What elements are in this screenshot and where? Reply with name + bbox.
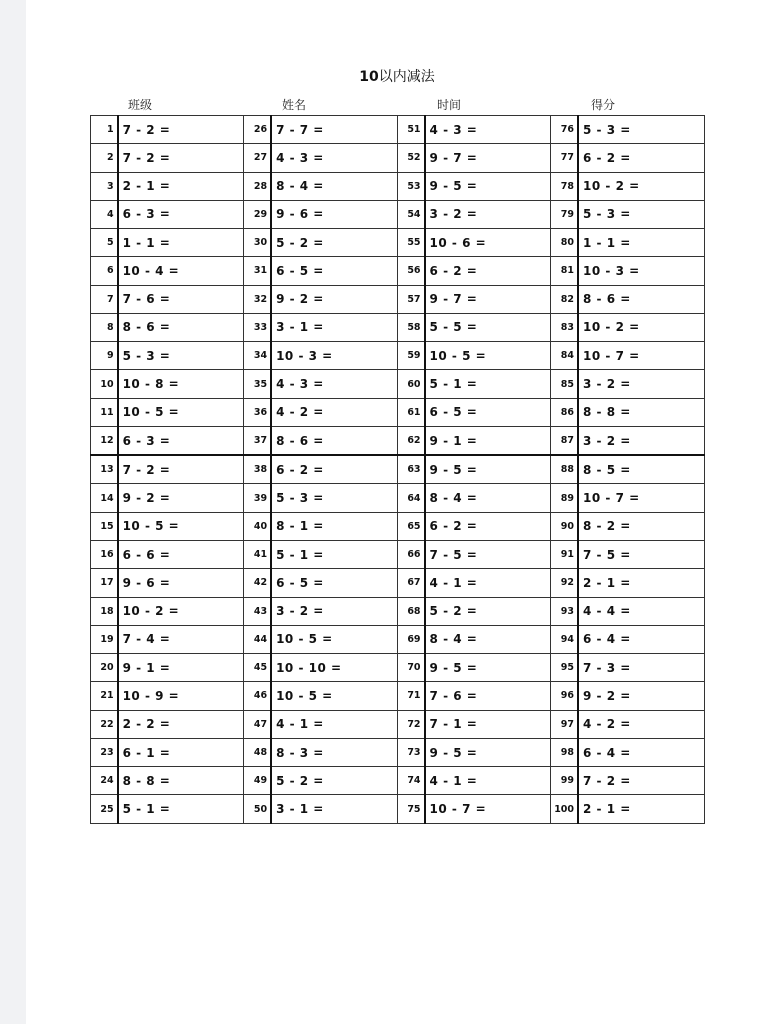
table-row [91,398,705,426]
problem-number: 96 [551,682,578,710]
problem-expression: 9 - 7 = [425,285,551,313]
problem-expression: 10 - 2 = [578,313,704,341]
problem-number: 38 [244,455,271,484]
problem-number: 15 [91,512,118,540]
problem-expression: 7 - 2 = [118,144,244,172]
problem-number: 56 [397,257,424,285]
problem-number: 21 [91,682,118,710]
problem-expression: 5 - 1 = [118,795,244,824]
problem-expression: 9 - 5 = [425,172,551,200]
problem-number: 62 [397,426,424,455]
page-title [26,66,768,86]
problem-number: 72 [397,710,424,738]
problem-expression: 10 - 7 = [578,484,704,512]
problem-expression: 10 - 5 = [118,398,244,426]
problem-number: 51 [397,116,424,144]
table-row [91,200,705,228]
problem-number: 11 [91,398,118,426]
name-label: 姓名 [282,98,307,112]
class-label: 班级 [128,98,153,112]
problem-number: 63 [397,455,424,484]
problem-number: 71 [397,682,424,710]
problem-number: 100 [551,795,578,824]
problem-expression: 8 - 2 = [578,512,704,540]
table-row [91,172,705,200]
problem-expression: 5 - 1 = [271,541,397,569]
problem-number: 66 [397,541,424,569]
problem-expression: 10 - 2 = [118,597,244,625]
problem-expression: 5 - 2 = [271,229,397,257]
problem-expression: 2 - 1 = [578,795,704,824]
problem-number: 40 [244,512,271,540]
problem-number: 9 [91,342,118,370]
table-row [91,767,705,795]
table-row [91,654,705,682]
problem-expression: 10 - 7 = [578,342,704,370]
problem-number: 55 [397,229,424,257]
problem-expression: 5 - 3 = [271,484,397,512]
table-row [91,426,705,455]
problem-number: 64 [397,484,424,512]
table-row [91,795,705,824]
problem-number: 35 [244,370,271,398]
problem-expression: 6 - 2 = [271,455,397,484]
problem-number: 53 [397,172,424,200]
time-label: 时间 [437,98,462,112]
problem-number: 31 [244,257,271,285]
problem-expression: 9 - 6 = [118,569,244,597]
table-row [91,229,705,257]
problem-expression: 10 - 7 = [425,795,551,824]
problem-expression: 9 - 2 = [271,285,397,313]
problem-expression: 4 - 4 = [578,597,704,625]
problem-number: 85 [551,370,578,398]
table-row [91,257,705,285]
problem-number: 33 [244,313,271,341]
problem-number: 73 [397,738,424,766]
problem-expression: 3 - 2 = [271,597,397,625]
problem-expression: 1 - 1 = [118,229,244,257]
table-row [91,738,705,766]
problem-expression: 9 - 6 = [271,200,397,228]
problem-expression: 10 - 10 = [271,654,397,682]
problem-expression: 8 - 1 = [271,512,397,540]
problem-number: 94 [551,625,578,653]
problem-expression: 10 - 5 = [425,342,551,370]
problem-expression: 7 - 1 = [425,710,551,738]
problem-number: 26 [244,116,271,144]
problem-expression: 10 - 9 = [118,682,244,710]
problem-expression: 6 - 3 = [118,426,244,455]
problem-number: 23 [91,738,118,766]
problem-expression: 8 - 8 = [118,767,244,795]
problem-number: 75 [397,795,424,824]
problem-number: 13 [91,455,118,484]
problem-expression: 2 - 1 = [578,569,704,597]
problem-number: 45 [244,654,271,682]
problem-expression: 9 - 2 = [118,484,244,512]
problem-expression: 3 - 1 = [271,313,397,341]
problem-number: 18 [91,597,118,625]
problem-number: 10 [91,370,118,398]
problem-expression: 10 - 4 = [118,257,244,285]
problem-expression: 7 - 2 = [118,116,244,144]
problem-expression: 8 - 5 = [578,455,704,484]
problem-number: 69 [397,625,424,653]
problem-expression: 6 - 5 = [425,398,551,426]
problem-number: 1 [91,116,118,144]
problem-expression: 4 - 1 = [271,710,397,738]
table-row [91,710,705,738]
problem-number: 52 [397,144,424,172]
problem-number: 12 [91,426,118,455]
problem-number: 19 [91,625,118,653]
problem-number: 82 [551,285,578,313]
problem-number: 39 [244,484,271,512]
table-row [91,313,705,341]
problem-number: 20 [91,654,118,682]
table-row [91,484,705,512]
problem-number: 16 [91,541,118,569]
table-row [91,116,705,144]
problem-expression: 7 - 2 = [118,455,244,484]
problem-expression: 10 - 3 = [271,342,397,370]
problem-expression: 8 - 8 = [578,398,704,426]
title-number: 10 [359,69,379,85]
problem-expression: 8 - 6 = [271,426,397,455]
problem-expression: 6 - 5 = [271,569,397,597]
problem-expression: 6 - 2 = [425,512,551,540]
problem-number: 30 [244,229,271,257]
problem-expression: 9 - 2 = [578,682,704,710]
problem-expression: 10 - 8 = [118,370,244,398]
problem-number: 92 [551,569,578,597]
problem-expression: 3 - 2 = [578,370,704,398]
problem-expression: 10 - 5 = [271,625,397,653]
problem-expression: 1 - 1 = [578,229,704,257]
problem-number: 90 [551,512,578,540]
problem-expression: 6 - 4 = [578,738,704,766]
problem-number: 42 [244,569,271,597]
problem-expression: 8 - 4 = [425,484,551,512]
problem-number: 25 [91,795,118,824]
problem-number: 2 [91,144,118,172]
problem-number: 37 [244,426,271,455]
problem-expression: 5 - 2 = [425,597,551,625]
problem-number: 79 [551,200,578,228]
problem-expression: 9 - 1 = [118,654,244,682]
problem-expression: 9 - 5 = [425,738,551,766]
problem-number: 87 [551,426,578,455]
problem-expression: 10 - 6 = [425,229,551,257]
problem-number: 32 [244,285,271,313]
problem-number: 91 [551,541,578,569]
problem-number: 97 [551,710,578,738]
problem-number: 36 [244,398,271,426]
problem-number: 83 [551,313,578,341]
problem-expression: 5 - 3 = [118,342,244,370]
problem-number: 47 [244,710,271,738]
problem-expression: 3 - 2 = [425,200,551,228]
problem-expression: 9 - 5 = [425,654,551,682]
problem-number: 57 [397,285,424,313]
table-row [91,597,705,625]
problem-number: 22 [91,710,118,738]
problem-number: 58 [397,313,424,341]
problem-number: 49 [244,767,271,795]
problem-expression: 7 - 7 = [271,116,397,144]
problem-expression: 4 - 3 = [271,144,397,172]
table-row [91,541,705,569]
problem-number: 6 [91,257,118,285]
problem-expression: 7 - 5 = [425,541,551,569]
problem-number: 61 [397,398,424,426]
title-text: 以内减法 [378,69,435,85]
problem-expression: 6 - 1 = [118,738,244,766]
problem-number: 81 [551,257,578,285]
problem-expression: 3 - 1 = [271,795,397,824]
problem-expression: 4 - 2 = [271,398,397,426]
table-row [91,682,705,710]
problem-expression: 8 - 4 = [271,172,397,200]
problem-expression: 7 - 5 = [578,541,704,569]
problem-number: 46 [244,682,271,710]
header-labels [90,96,705,114]
problem-number: 84 [551,342,578,370]
problem-expression: 4 - 3 = [271,370,397,398]
problem-number: 98 [551,738,578,766]
problem-number: 67 [397,569,424,597]
problem-number: 65 [397,512,424,540]
problem-number: 5 [91,229,118,257]
problem-expression: 3 - 2 = [578,426,704,455]
problem-number: 60 [397,370,424,398]
problem-number: 28 [244,172,271,200]
table-row [91,569,705,597]
score-label: 得分 [591,98,616,112]
problem-expression: 8 - 3 = [271,738,397,766]
problem-number: 8 [91,313,118,341]
problem-number: 78 [551,172,578,200]
problem-number: 76 [551,116,578,144]
table-row [91,625,705,653]
problem-number: 74 [397,767,424,795]
problem-number: 77 [551,144,578,172]
problem-expression: 6 - 2 = [578,144,704,172]
problem-number: 68 [397,597,424,625]
table-row [91,370,705,398]
problem-expression: 7 - 2 = [578,767,704,795]
problem-number: 86 [551,398,578,426]
problem-number: 34 [244,342,271,370]
problem-expression: 8 - 6 = [578,285,704,313]
problem-number: 54 [397,200,424,228]
table-row [91,144,705,172]
problem-number: 99 [551,767,578,795]
problem-number: 3 [91,172,118,200]
problem-expression: 7 - 3 = [578,654,704,682]
problem-expression: 6 - 4 = [578,625,704,653]
problem-expression: 7 - 6 = [118,285,244,313]
problem-number: 44 [244,625,271,653]
problem-expression: 5 - 2 = [271,767,397,795]
problem-number: 29 [244,200,271,228]
worksheet-page [26,0,768,1024]
problem-expression: 4 - 1 = [425,569,551,597]
problem-expression: 5 - 3 = [578,116,704,144]
problem-number: 50 [244,795,271,824]
problem-expression: 9 - 7 = [425,144,551,172]
problem-expression: 8 - 6 = [118,313,244,341]
problem-expression: 8 - 4 = [425,625,551,653]
problem-expression: 6 - 3 = [118,200,244,228]
problem-expression: 10 - 5 = [118,512,244,540]
problem-number: 59 [397,342,424,370]
problem-expression: 2 - 1 = [118,172,244,200]
problem-number: 70 [397,654,424,682]
problem-number: 48 [244,738,271,766]
problem-expression: 4 - 1 = [425,767,551,795]
problem-number: 4 [91,200,118,228]
problem-expression: 5 - 3 = [578,200,704,228]
problem-expression: 6 - 6 = [118,541,244,569]
problem-number: 17 [91,569,118,597]
problem-expression: 2 - 2 = [118,710,244,738]
problem-expression: 7 - 4 = [118,625,244,653]
problem-number: 27 [244,144,271,172]
problem-expression: 6 - 2 = [425,257,551,285]
problem-expression: 10 - 3 = [578,257,704,285]
problem-expression: 10 - 5 = [271,682,397,710]
problem-number: 88 [551,455,578,484]
problem-expression: 9 - 5 = [425,455,551,484]
problem-number: 43 [244,597,271,625]
problem-expression: 9 - 1 = [425,426,551,455]
problem-expression: 10 - 2 = [578,172,704,200]
problem-number: 95 [551,654,578,682]
problem-table [90,115,705,824]
problem-number: 7 [91,285,118,313]
table-row [91,512,705,540]
problem-number: 80 [551,229,578,257]
problem-expression: 7 - 6 = [425,682,551,710]
problem-number: 24 [91,767,118,795]
problem-expression: 4 - 2 = [578,710,704,738]
problem-number: 41 [244,541,271,569]
table-row [91,455,705,484]
problem-expression: 5 - 5 = [425,313,551,341]
problem-number: 93 [551,597,578,625]
problem-expression: 6 - 5 = [271,257,397,285]
problem-expression: 5 - 1 = [425,370,551,398]
problem-number: 14 [91,484,118,512]
table-row [91,342,705,370]
table-row [91,285,705,313]
problem-expression: 4 - 3 = [425,116,551,144]
problem-number: 89 [551,484,578,512]
